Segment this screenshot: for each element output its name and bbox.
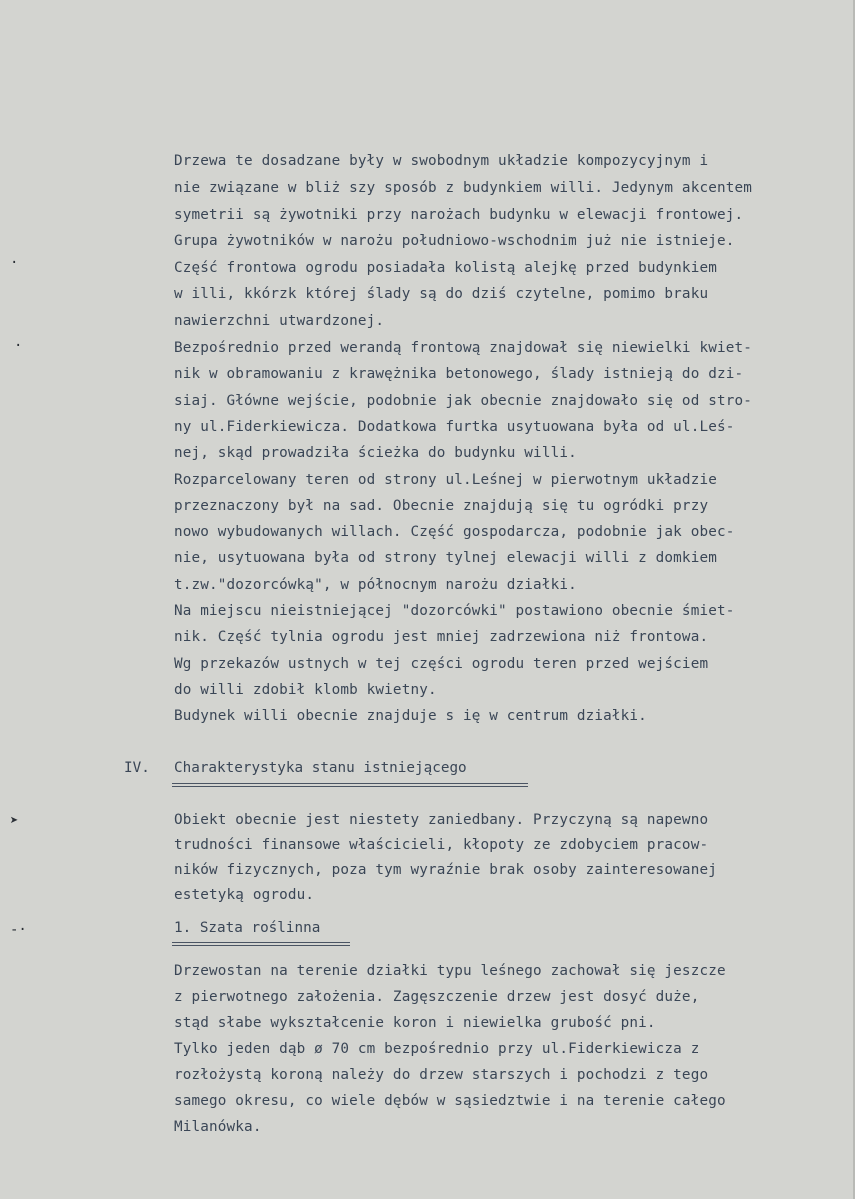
text-line: nowo wybudowanych willach. Część gospodarcza, podobnie jak obec- [174, 524, 735, 540]
text-line: Obiekt obecnie jest niestety zaniedbany. Przyczyną są napewno [174, 812, 709, 828]
margin-arrow-mark: ➤ [10, 813, 19, 829]
section-title: Charakterystyka stanu istniejącego [174, 760, 467, 776]
text-line: Grupa żywotników w narożu południowo-wschodnim już nie istnieje. [174, 233, 735, 249]
text-line: ników fizycznych, poza tym wyraźnie brak osoby zainteresowanej [174, 862, 717, 878]
text-line: Tylko jeden dąb ø 70 cm bezpośrednio przy ul.Fiderkiewicza z [174, 1041, 700, 1057]
text-line: Drzewa te dosadzane były w swobodnym układzie kompozycyjnym i [174, 153, 709, 169]
text-line: nik. Część tylnia ogrodu jest mniej zadrzewiona niż frontowa. [174, 629, 709, 645]
text-line: t.zw."dozorcówką", w północnym narożu działki. [174, 577, 577, 593]
text-line: symetrii są żywotniki przy narożach budynku w elewacji frontowej. [174, 207, 744, 223]
text-line: Budynek willi obecnie znajduje s ię w centrum działki. [174, 708, 647, 724]
text-line: Część frontowa ogrodu posiadała kolistą alejkę przed budynkiem [174, 260, 717, 276]
section-number: IV. [124, 760, 150, 776]
text-line: nawierzchni utwardzonej. [174, 313, 385, 329]
text-line: estetyką ogrodu. [174, 887, 315, 903]
text-line: trudności finansowe właścicieli, kłopoty ze zdobyciem pracow- [174, 837, 709, 853]
text-line: rozłożystą koroną należy do drzew starszych i pochodzi z tego [174, 1067, 709, 1083]
subsection-title-underline [172, 942, 350, 943]
text-line: Rozparcelowany teren od strony ul.Leśnej w pierwotnym układzie [174, 472, 717, 488]
text-line: z pierwotnego założenia. Zagęszczenie drzew jest dosyć duże, [174, 989, 700, 1005]
text-line: Na miejscu nieistniejącej "dozorcówki" postawiono obecnie śmiet- [174, 603, 735, 619]
text-line: przeznaczony był na sad. Obecnie znajdują się tu ogródki przy [174, 498, 709, 514]
text-line: Milanówka. [174, 1119, 262, 1135]
margin-speck: -· [10, 922, 27, 938]
text-line: stąd słabe wykształcenie koron i niewielka grubość pni. [174, 1015, 656, 1031]
section-title-underline [172, 783, 528, 784]
text-line: ny ul.Fiderkiewicza. Dodatkowa furtka usytuowana była od ul.Leś- [174, 419, 735, 435]
margin-speck: · [14, 338, 23, 354]
text-line: nej, skąd prowadziła ścieżka do budynku willi. [174, 445, 577, 461]
text-line: nie związane w bliż szy sposób z budynkiem willi. Jedynym akcentem [174, 180, 752, 196]
subsection-title: 1. Szata roślinna [174, 920, 321, 936]
text-line: Drzewostan na terenie działki typu leśnego zachował się jeszcze [174, 963, 726, 979]
text-line: do willi zdobił klomb kwietny. [174, 682, 437, 698]
text-line: samego okresu, co wiele dębów w sąsiedztwie i na terenie całego [174, 1093, 726, 1109]
text-line: Wg przekazów ustnych w tej części ogrodu teren przed wejściem [174, 656, 709, 672]
text-line: nik w obramowaniu z krawężnika betonowego, ślady istnieją do dzi- [174, 366, 744, 382]
text-line: Bezpośrednio przed werandą frontową znajdował się niewielki kwiet- [174, 340, 752, 356]
text-line: nie, usytuowana była od strony tylnej elewacji willi z domkiem [174, 550, 717, 566]
text-line: w illi, kkórzk której ślady są do dziś czytelne, pomimo braku [174, 286, 709, 302]
margin-speck: · [10, 255, 19, 271]
text-line: siaj. Główne wejście, podobnie jak obecnie znajdowało się od stro- [174, 393, 752, 409]
